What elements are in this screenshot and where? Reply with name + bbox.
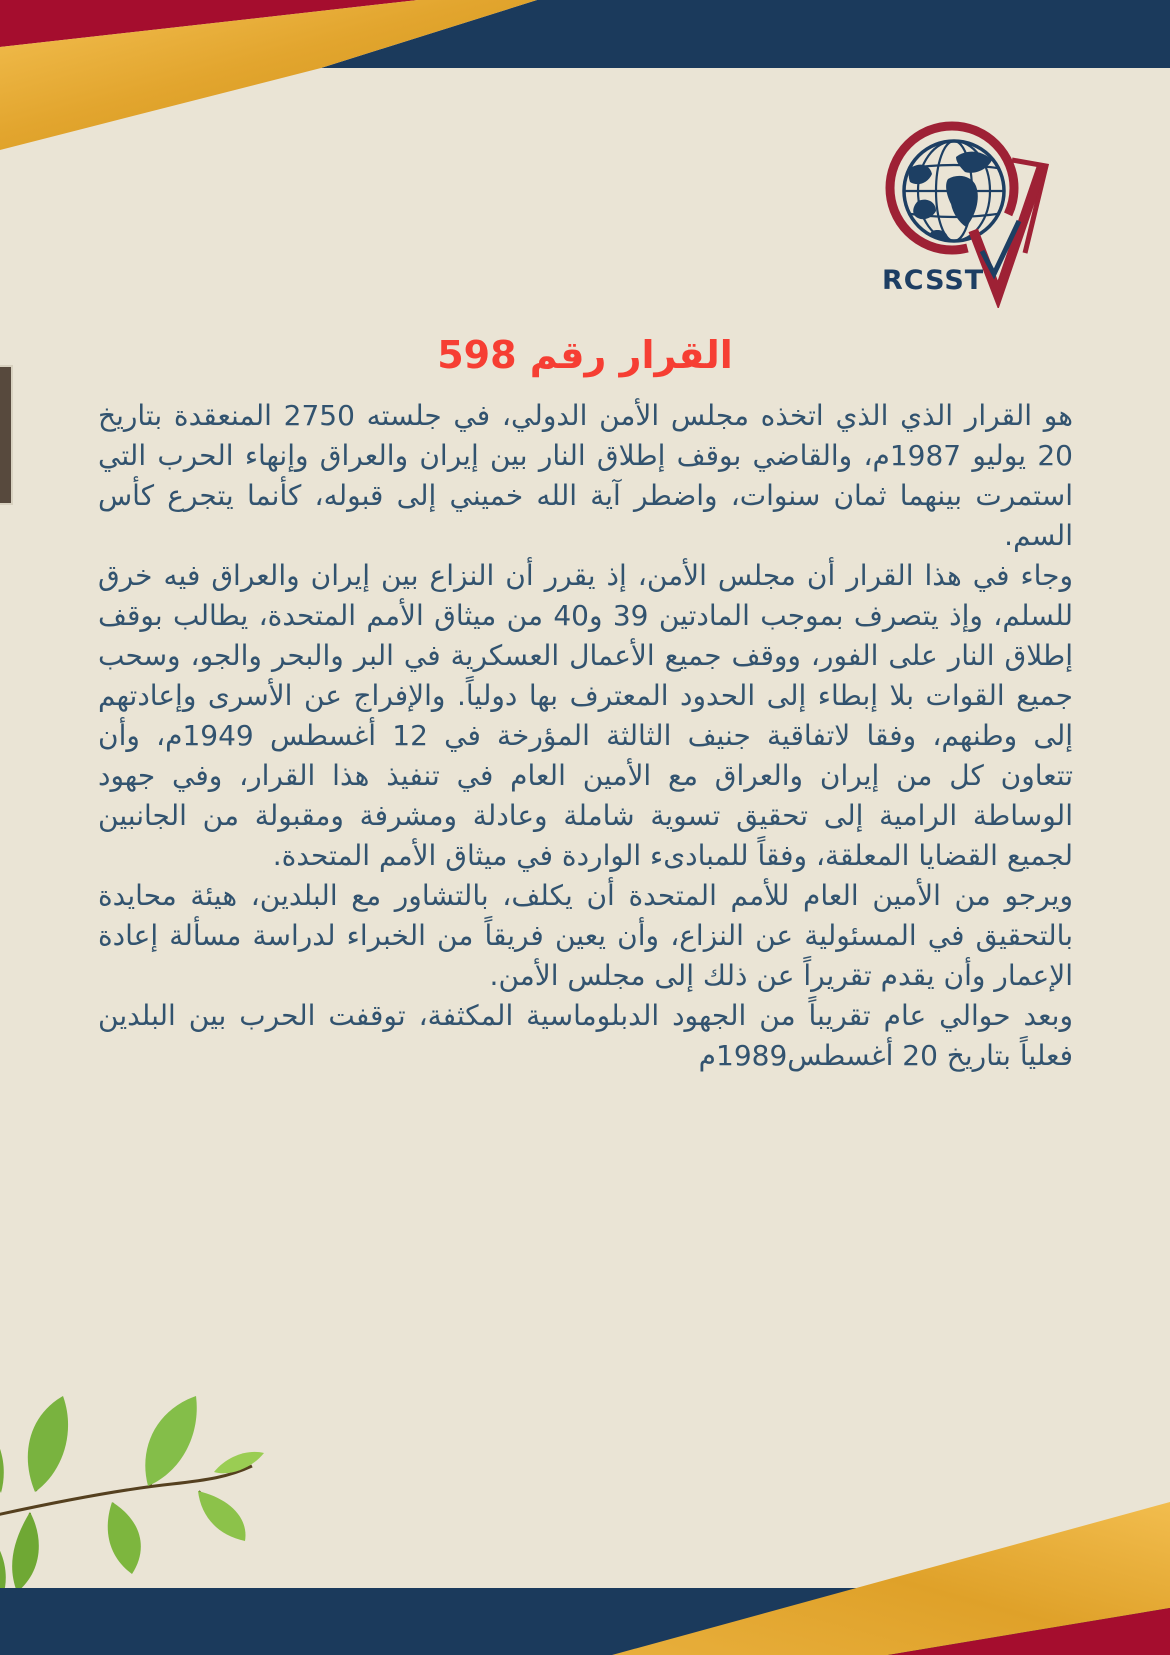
page-title: القرار رقم 598 — [437, 333, 733, 377]
left-edge-tab — [0, 365, 13, 505]
rcsst-logo — [862, 103, 1072, 308]
body-paragraph: ويرجو من الأمين العام للأمم المتحدة أن يكلف، بالتشاور مع البلدين، هيئة محايدة بالتحقيق في المسئولية عن النزاع، وأن يعين فريقاً من الخبراء لدراسة مسألة إعادة الإعمار وأن يقدم تقريراً عن ذلك إلى مجلس الأمن. — [98, 879, 1073, 992]
body-paragraph: وجاء في هذا القرار أن مجلس الأمن، إذ يقرر أن النزاع بين إيران والعراق فيه خرق للسلم، وإذ يتصرف بموجب المادتين 39 و40 من ميثاق الأمم المتحدة، يطالب بوقف إطلاق النار على الفور، ووقف جميع الأعمال العسكرية في البر والبحر والجو، وسحب جميع القوات بلا إبطاء إلى الحدود المعترف بها دولياً. والإفراج عن الأسرى وإعادتهم إلى وطنهم، وفقا لاتفاقية جنيف الثالثة المؤرخة في 12 أغسطس 1949م، وأن تتعاون كل من إيران والعراق مع الأمين العام في تنفيذ هذا القرار، وفي جهود الوساطة الرامية إلى تحقيق تسوية شاملة وعادلة ومشرفة ومقبولة من الجانبين لجميع القضايا المعلقة، وفقاً للمبادىء الواردة في ميثاق الأمم المتحدة. — [98, 559, 1074, 872]
body-paragraph: وبعد حوالي عام تقريباً من الجهود الدبلوماسية المكثفة، توقفت الحرب بين البلدين فعلياً بتاريخ 20 أغسطس1989م — [98, 999, 1073, 1072]
body-text — [98, 396, 1073, 1076]
body-paragraph: هو القرار الذي الذي اتخذه مجلس الأمن الدولي، في جلسته 2750 المنعقدة بتاريخ 20 يوليو 1987م، والقاضي بوقف إطلاق النار بين إيران والعراق وإنهاء الحرب التي استمرت بينهما ثمان سنوات، واضطر آية الله خميني إلى قبوله، كأنما يتجرع كأس السم. — [98, 399, 1073, 552]
leaf-branch-image — [0, 1396, 264, 1596]
logo-acronym: RCSST — [882, 265, 985, 296]
